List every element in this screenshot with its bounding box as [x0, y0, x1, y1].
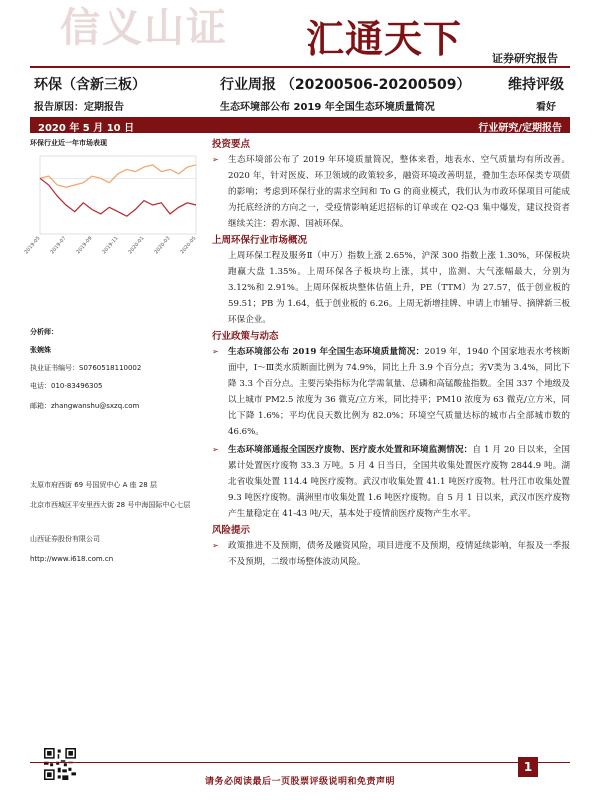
market-paragraph [212, 248, 570, 328]
risk-text: 政策推进不及预期，债务及融资风险，项目进度不及预期，疫情延续影响，年报及一季报不及预期，二级市场整体波动风险。 [228, 541, 570, 567]
policy-2-lead: 生态环境部通报全国医疗废物、医疗废水处置和环境监测情况： [228, 445, 473, 455]
page-number: 1 [518, 757, 538, 777]
chart-x-tick-label: 2019-07 [49, 235, 68, 256]
email: 邮箱：zhangwanshu@sxzq.com [30, 402, 140, 410]
policy-paragraph-1 [212, 344, 570, 440]
rating-label: 维持评级 [508, 77, 564, 93]
chart-x-tick-label: 2019-11 [101, 235, 120, 256]
address-taiyuan: 太原市府西街 69 号国贸中心 A 座 28 层 [30, 481, 157, 489]
invest-text: 生态环境部公布了 2019 年环境质量简况，整体来看，地表水、空气质量均有所改善。2020 年，针对医废、环卫领域的政策较多，融资环境改善明显，叠加生态环保类专项债的影响；考虑到环保行业的需求空间和 To G 的商业模式，我们认为市政环保项目可能成为托底经济的方向之一，受疫情影响延迟招标的订单或在 Q2-Q3 集中爆发，建议投资者继续关注：碧水源、国祯环保。 [228, 155, 570, 229]
chart-x-tick-label: 2020-05 [179, 235, 198, 256]
company-website[interactable]: http://www.i618.com.cn [30, 555, 114, 563]
section-title-policy: 行业政策与动态 [212, 331, 279, 342]
footer-disclaimer[interactable]: 请务必阅读最后一页股票评级说明和免责声明 [204, 777, 395, 787]
policy-1-lead: 生态环境部公布 2019 年全国生态环境质量简况： [228, 347, 425, 357]
address-beijing: 北京市西城区平安里西大街 28 号中海国际中心七层 [30, 501, 191, 509]
chart-x-tick-label: 2020-01 [127, 235, 146, 256]
report-type: 证券研究报告 [492, 52, 558, 65]
report-category: 行业研究/定期报告 [478, 123, 562, 134]
section-title-risk: 风险提示 [212, 525, 251, 536]
header-row-2 [30, 97, 570, 113]
policy-1-text: 2019 年，1940 个国家地表水考核断面中，Ⅰ～Ⅲ类水质断面比例为 74.9%，同比上升 3.9 个百分点；劣Ⅴ类为 3.4%，同比下降 3.3 个百分点。主要污染指标为化学需氧量、总磷和高锰酸盐指数。全国 337 个地级及以上城市 PM2.5 浓度为 36 微克/立方米，同比持平；PM10 浓度为 63 微克/立方米，同比下降 1.6%；平均优良天数比例为 82.0%；环境空气质量达标的城市占全部城市数的 46.6%。 [228, 347, 570, 437]
company-name: 山西证券股份有限公司 [30, 535, 100, 543]
analyst-name: 张婉姝 [30, 346, 51, 354]
sidebar [23, 138, 202, 778]
chart-title: 环保行业近一年市场表现 [30, 139, 107, 147]
analyst-label: 分析师： [30, 328, 58, 336]
chart-x-tick-label: 2020-03 [153, 235, 172, 256]
report-subtitle: 生态环境部公布 2019 年全国生态环境质量简况 [220, 102, 435, 113]
date-bar [30, 117, 570, 133]
report-reason: 报告原因：定期报告 [34, 102, 124, 113]
chart-series-line-1 [40, 178, 196, 216]
phone: 电话：010-83496305 [30, 382, 103, 390]
policy-2-text: 自 1 月 20 日以来，全国累计处置医疗废物 33.3 万吨。5 月 4 日当日，全国共收集处置医疗废物 2844.9 吨。湖北省收集处置 114.4 吨医疗废物。武汉市收集处置 41.1 吨医疗废物。牡丹江市收集处置 9.3 吨医疗废物。满洲里市收集处置 1.6 吨医疗废物。自 5 月 1 日以来，武汉市医疗废物产生量稳定在 41-43 吨/天，基本处于疫情前医疗废物产生水平。 [228, 445, 570, 519]
chart-svg [23, 150, 202, 260]
industry-name: 环保（含新三板） [34, 77, 146, 93]
header-row-1 [30, 72, 570, 94]
header-rule [30, 66, 570, 68]
chart-series-line-0 [40, 165, 196, 187]
footer-rule [30, 762, 570, 763]
policy-paragraph-2 [212, 442, 570, 522]
cert-number: 执业证书编号：S0760518110002 [30, 364, 142, 372]
brand-ghost-text: 信义山证 [60, 5, 228, 51]
invest-paragraph [212, 152, 570, 232]
section-title-invest: 投资要点 [212, 139, 251, 150]
performance-chart [23, 150, 202, 260]
arrow-right-icon: ➢ [212, 347, 219, 356]
brand-logo: 汇通天下 [306, 17, 463, 61]
main-content [212, 138, 570, 572]
section-title-market: 上周环保行业市场概况 [212, 235, 308, 246]
arrow-right-icon: ➢ [212, 155, 219, 164]
arrow-right-icon: ➢ [212, 541, 219, 550]
report-title: 行业周报 （20200506-20200509） [220, 77, 471, 93]
rating-value: 看好 [536, 102, 556, 113]
chart-x-tick-label: 2019-05 [23, 235, 42, 256]
risk-paragraph [212, 538, 570, 570]
market-text: 上周环保工程及服务Ⅱ（申万）指数上涨 2.65%，沪深 300 指数上涨 1.30%，环保板块跑赢大盘 1.35%。上周环保各子板块均上涨，其中，监测、大气涨幅最大，分别为 3.12%和 2.91%。上周环保板块整体估值上升，PE（TTM）为 27.57，低于创业板的 59.51；PB 为 1.64，低于创业板的 6.26。上周无新增挂牌、申请上市辅导、摘牌新三板环保企业。 [228, 251, 570, 325]
chart-frame [40, 156, 196, 234]
chart-x-tick-label: 2019-09 [75, 235, 94, 256]
arrow-right-icon: ➢ [212, 445, 219, 454]
report-date: 2020 年 5 月 10 日 [38, 123, 135, 134]
